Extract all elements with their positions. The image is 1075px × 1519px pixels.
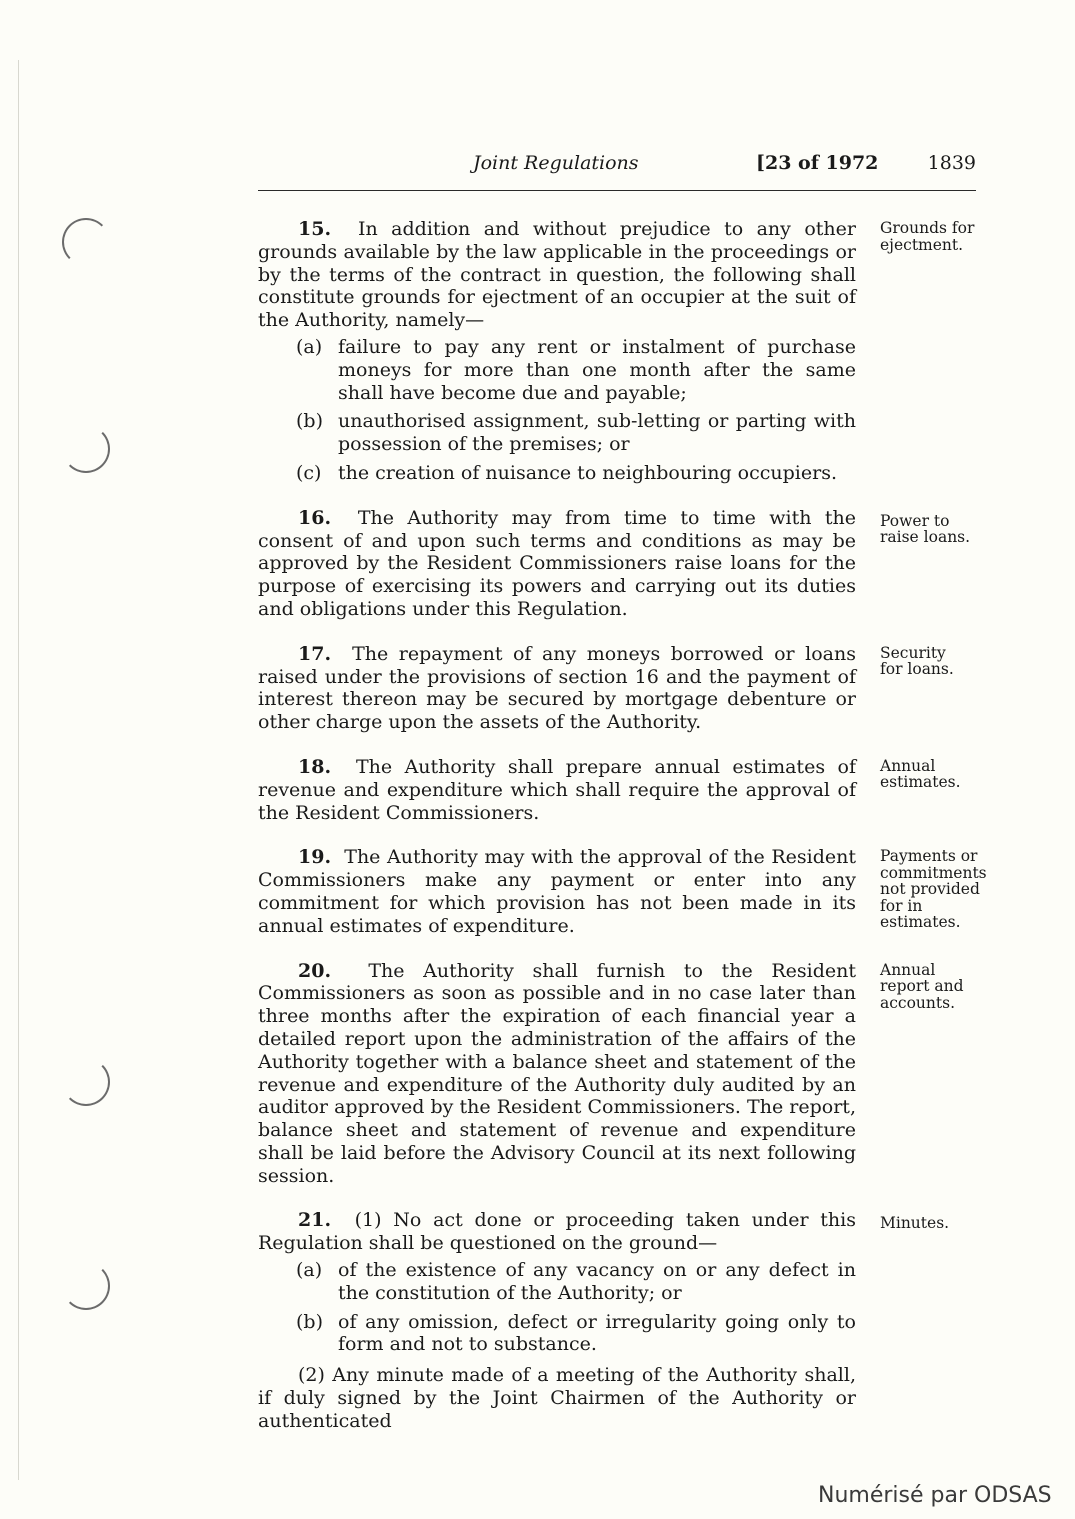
section-text: 17. The repayment of any moneys borrowed or loans raised under the provisions of section 16 and the payment of interest thereon may be secured by mortgage debenture or other charge upon the assets of the Authority.	[258, 642, 856, 734]
list-item: (b) unauthorised assignment, sub-letting or parting with possession of the premises; or	[296, 410, 856, 456]
list-item: (a) of the existence of any vacancy on or any defect in the constitution of the Authority; or	[296, 1259, 856, 1304]
margin-note: Annual estimates.	[880, 756, 961, 792]
list-item: (a) failure to pay any rent or instalment of purchase moneys for more than one month after the same shall have become due and payable;	[296, 335, 856, 404]
section-19	[258, 846, 987, 937]
section-text: 16. The Authority may from time to time with the consent of and upon such terms and conditions as may be approved by the Resident Commissioners raise loans for the purpose of exercising its powers and carrying out its duties and obligations under this Regulation.	[258, 506, 856, 620]
running-header	[258, 150, 976, 180]
section-text: 18. The Authority shall prepare annual estimates of revenue and expenditure which shall require the approval of the Resident Commissioners.	[258, 755, 856, 824]
header-title: Joint Regulations	[473, 152, 639, 174]
margin-note: Payments or commitments not provided for in estimates.	[880, 847, 987, 932]
list-item: (c) the creation of nuisance to neighbouring occupiers.	[296, 461, 838, 484]
margin-note: Grounds for ejectment.	[880, 219, 975, 254]
section-number: 19.	[298, 846, 332, 869]
document-body	[258, 218, 987, 1433]
margin-note: Security for loans.	[880, 643, 954, 679]
section-text: 15. In addition and without prejudice to any other grounds available by the law applicable in the proceedings or by the terms of the contract in question, the following shall constitute grounds for ejectment of an occupier at the suit of the Authority, namely—	[258, 218, 856, 332]
margin-note: Minutes.	[880, 1214, 950, 1233]
header-rule	[258, 190, 976, 191]
section-21	[258, 1209, 950, 1432]
margin-note: Power to raise loans.	[880, 511, 971, 547]
section-number: 17.	[298, 642, 332, 665]
section-number: 16.	[298, 506, 332, 529]
punch-hole	[62, 1058, 110, 1106]
section-16	[258, 506, 971, 621]
section-17	[258, 642, 954, 734]
item-list	[258, 1259, 856, 1356]
list-item: (b) of any omission, defect or irregularity going only to form and not to substance.	[296, 1310, 856, 1356]
section-number: 20.	[298, 959, 332, 982]
punch-hole	[62, 218, 110, 266]
section-15	[258, 218, 975, 485]
section-text: 21. (1) No act done or proceeding taken under this Regulation shall be questioned on the ground—	[258, 1209, 856, 1255]
section-text: 20. The Authority shall furnish to the Resident Commissioners as soon as possible and in no case later than three months after the expiration of each financial year a detailed report upon the administration of the affairs of the Authority together with a balance sheet and statement of the revenue and expenditure of the Authority duly audited by an auditor approved by the Resident Commissioners. The report, balance sheet and statement of revenue and expenditure shall be laid before the Advisory Council at its next following session.	[258, 959, 856, 1187]
header-act: [23 of 1972	[756, 152, 879, 174]
section-number: 18.	[298, 755, 332, 778]
subsection-2: (2) Any minute made of a meeting of the Authority shall, if duly signed by the Joint Chairmen of the Authority or authenticated	[258, 1364, 856, 1432]
watermark: Numérisé par ODSAS	[818, 1483, 1052, 1508]
margin-note: Annual report and accounts.	[880, 960, 964, 1012]
section-number: 21.	[298, 1209, 332, 1232]
item-list	[258, 336, 856, 485]
page-edge	[18, 60, 19, 1480]
section-20	[258, 959, 964, 1188]
page-number: 1839	[927, 152, 976, 174]
section-text: 19. The Authority may with the approval of the Resident Commissioners make any payment or enter into any commitment for which provision has not been made in its annual estimates of expenditure.	[258, 846, 856, 937]
section-number: 15.	[298, 218, 332, 240]
section-18	[258, 755, 961, 824]
punch-hole	[62, 1262, 110, 1310]
punch-hole	[62, 425, 110, 473]
